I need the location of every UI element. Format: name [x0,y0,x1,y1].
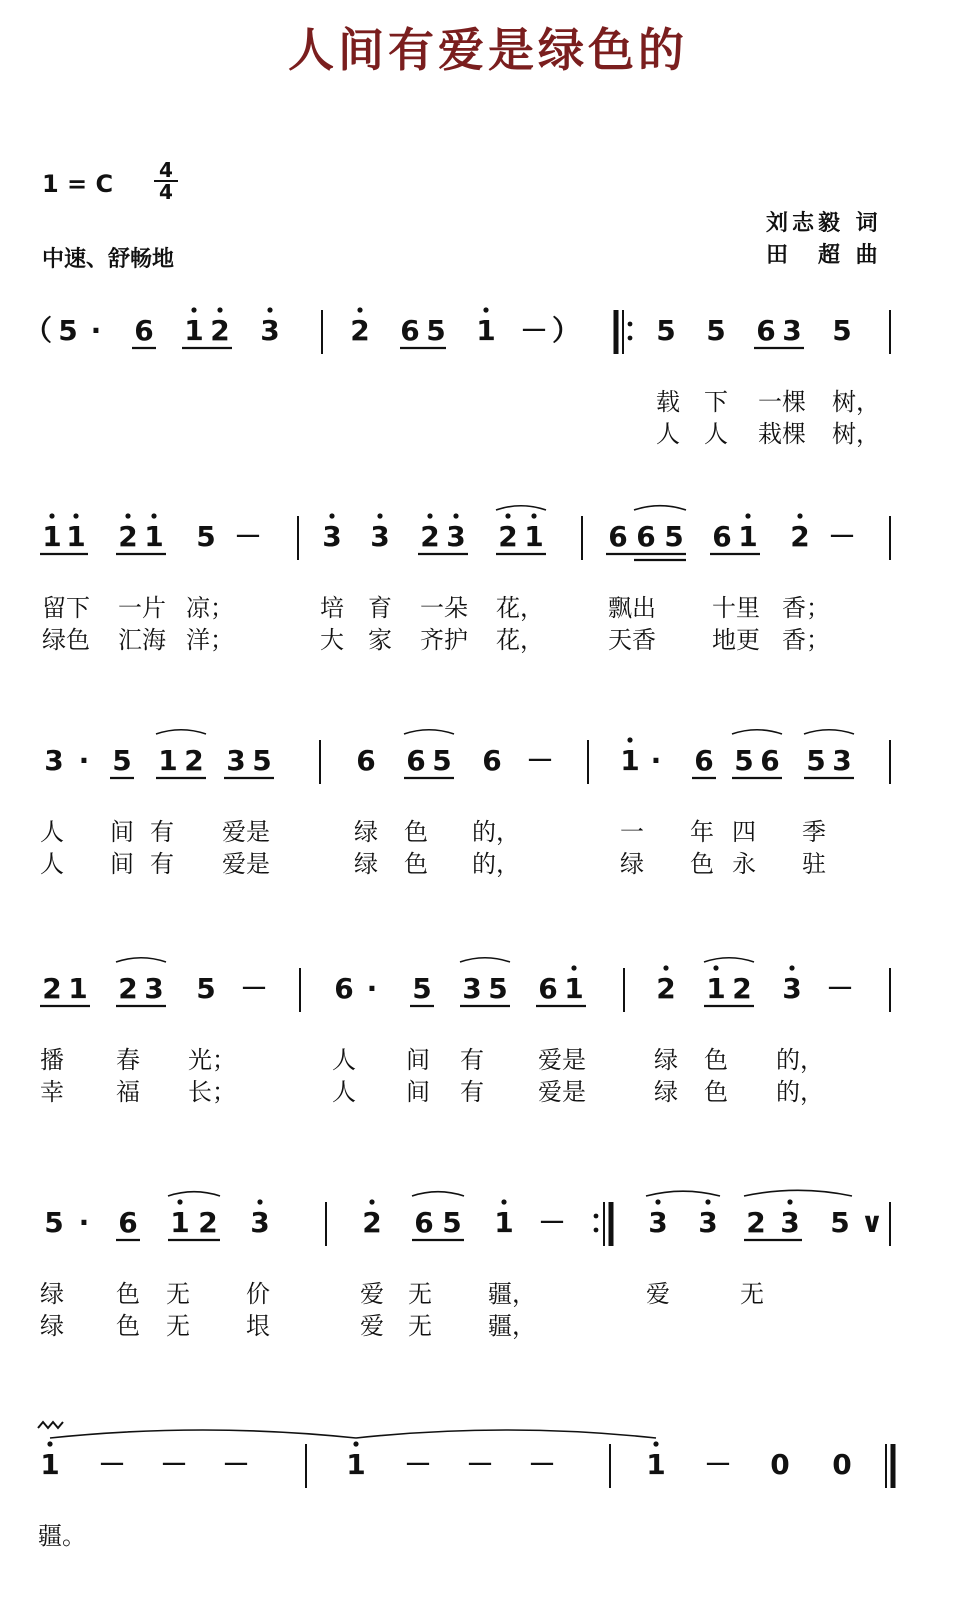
lyric-lyrics1: 培 [320,594,344,622]
note: 2 [732,972,752,1005]
lyric-lyrics1: 载 [656,388,680,416]
note: 5 [734,744,754,777]
octave-dot [177,1199,182,1204]
lyric-lyrics2: 树， [832,420,880,448]
note: 1 [158,744,178,777]
lyric-lyrics2: 驻 [802,850,826,878]
note: 6 [356,744,376,777]
repeat-dot [628,322,633,327]
note: 1 [346,1448,366,1481]
lyric-lyrics2: 永 [732,850,756,878]
lyric-lyrics2: 人 [40,850,64,878]
note: 3 [144,972,164,1005]
lyric-lyrics1: 间 [110,818,134,846]
lyric-lyrics1: 爱是 [538,1046,586,1074]
note: － [465,1448,495,1481]
lyric-lyrics2: 人 [332,1078,356,1106]
tie [460,958,510,962]
note: 1 [42,520,62,553]
octave-dot [427,513,432,518]
lyric-lyrics1: 的， [776,1046,824,1074]
note: 5 [832,314,852,347]
lyric-lyrics2: 爱是 [222,850,270,878]
note: 6 [414,1206,434,1239]
tie [404,730,454,734]
lyric-lyrics2: 人 [704,420,728,448]
note: 5 [112,744,132,777]
octave-dot [653,1441,658,1446]
lyric-lyrics1: 绿 [654,1046,678,1074]
octave-dot [357,307,362,312]
note: － [97,1448,127,1481]
note: 2 [656,972,676,1005]
note: － [825,972,855,1005]
lyric-lyrics1: 有 [460,1046,484,1074]
lyric-lyrics2: 无 [166,1312,190,1340]
note: － [159,1448,189,1481]
tie [50,1430,356,1438]
note: 2 [184,744,204,777]
composer-credit: 田 超 曲 [766,243,882,268]
lyric-lyrics1: 爱 [360,1280,384,1308]
note: 1 [68,972,88,1005]
time-signature-bottom: 4 [159,180,173,204]
lyric-lyrics1: 疆， [488,1280,536,1308]
lyric-lyrics2: 绿 [354,850,378,878]
note: － [703,1448,733,1481]
lyric-lyrics1: 季 [802,818,826,846]
note: 3 [370,520,390,553]
note: － [519,314,549,347]
lyric-lyrics1: 绿 [40,1280,64,1308]
note: 2 [42,972,62,1005]
lyric-lyrics1: 色 [116,1280,140,1308]
lyric-lyrics1: 光； [188,1046,236,1074]
lyric-lyrics1: 人 [332,1046,356,1074]
note: 6 [482,744,502,777]
lyric-lyrics1: 无 [408,1280,432,1308]
octave-dot [125,513,130,518]
note: 5 [44,1206,64,1239]
note: 2 [746,1206,766,1239]
note: － [525,744,555,777]
note: 5 [664,520,684,553]
lyric-lyrics2: 间 [110,850,134,878]
note: 5 [706,314,726,347]
octave-dot [49,513,54,518]
lyric-lyrics1: 十里 [712,594,760,622]
note: － [239,972,269,1005]
octave-dot [453,513,458,518]
note: 2 [198,1206,218,1239]
lyric-lyrics2: 幸 [40,1078,64,1106]
note: 1 [494,1206,514,1239]
lyric-lyrics2: 间 [406,1078,430,1106]
note: 3 [322,520,342,553]
note: 3 [648,1206,668,1239]
tie [116,958,166,962]
repeat-dot [594,1228,599,1233]
note: 6 [608,520,628,553]
note: 6 [406,744,426,777]
lyric-lyrics1: 留下 [42,594,90,622]
octave-dot [505,513,510,518]
note: － [403,1448,433,1481]
lyric-lyrics1: 香； [782,594,830,622]
note: 6 [760,744,780,777]
note: · [90,314,102,347]
octave-dot [257,1199,262,1204]
note: 1 [646,1448,666,1481]
lyric-lyrics2: 疆， [488,1312,536,1340]
lyric-lyrics1: 飘出 [608,594,656,622]
note: · [650,744,662,777]
lyric-lyrics2: 人 [656,420,680,448]
note: 1 [170,1206,190,1239]
lyric-lyrics2: 色 [404,850,428,878]
lyric-lyrics1: 无 [740,1280,764,1308]
lyric-lyrics2: 无 [408,1312,432,1340]
note: － [537,1206,567,1239]
note: 2 [210,314,230,347]
octave-dot [217,307,222,312]
note: 1 [524,520,544,553]
lyric-lyrics2: 大 [320,626,344,654]
note: 6 [400,314,420,347]
note: 5 [252,744,272,777]
note: 3 [446,520,466,553]
octave-dot [377,513,382,518]
lyric-lyrics2: 齐护 [420,626,468,654]
ornament-mark [38,1422,63,1428]
note: 1 [144,520,164,553]
tie [704,958,754,962]
note: 3 [780,1206,800,1239]
lyric-lyrics1: 一朵 [420,594,468,622]
lyric-lyrics1: 人 [40,818,64,846]
note: ∨ [860,1206,884,1239]
note: 1 [564,972,584,1005]
lyric-lyrics1: 爱是 [222,818,270,846]
octave-dot [151,513,156,518]
lyric-lyrics2: 地更 [712,626,760,654]
octave-dot [663,965,668,970]
lyric-lyrics2: 栽棵 [758,420,806,448]
lyric-lyrics2: 的， [776,1078,824,1106]
octave-dot [501,1199,506,1204]
octave-dot [267,307,272,312]
tie [496,506,546,510]
octave-dot [787,1199,792,1204]
octave-dot [571,965,576,970]
lyric-lyrics1: 春 [116,1046,140,1074]
lyric-lyrics2: 有 [460,1078,484,1106]
octave-dot [483,307,488,312]
note: － [527,1448,557,1481]
note: 6 [334,972,354,1005]
note: · [78,744,90,777]
lyric-lyrics2: 绿 [40,1312,64,1340]
tie [646,1191,720,1196]
note: 1 [738,520,758,553]
key-signature: 1 = C [42,170,114,198]
tie [634,506,686,510]
lyric-lyrics2: 的， [472,850,520,878]
note: · [366,972,378,1005]
note: 5 [58,314,78,347]
octave-dot [329,513,334,518]
note: 3 [250,1206,270,1239]
octave-dot [47,1441,52,1446]
note: 3 [782,314,802,347]
lyric-lyrics2: 爱 [360,1312,384,1340]
lyric-lyrics2: 绿 [654,1078,678,1106]
song-title: 人间有爱是绿色的 [288,23,688,77]
lyric-lyrics2: 爱是 [538,1078,586,1106]
note: 5 [196,520,216,553]
lyric-lyrics2: 花， [496,626,544,654]
note: 6 [712,520,732,553]
note: － [233,520,263,553]
lyric-lyrics1: 育 [368,594,392,622]
lyric-lyrics1: 的， [472,818,520,846]
note: 3 [832,744,852,777]
lyric-lyrics2: 色 [116,1312,140,1340]
octave-dot [353,1441,358,1446]
lyric-lyrics2: 长； [188,1078,236,1106]
octave-dot [191,307,196,312]
note: 2 [362,1206,382,1239]
note: 5 [196,972,216,1005]
lyric-lyrics1: 色 [704,1046,728,1074]
note: 5 [432,744,452,777]
note: 0 [832,1448,852,1481]
repeat-dot [628,336,633,341]
note: 1 [620,744,640,777]
note: 5 [806,744,826,777]
lyric-lyrics2: 绿色 [42,626,90,654]
tie [356,1430,656,1438]
lyric-lyrics2: 色 [690,850,714,878]
lyric-lyrics1: 一 [620,818,644,846]
note: － [221,1448,251,1481]
octave-dot [531,513,536,518]
octave-dot [745,513,750,518]
tie [156,730,206,734]
octave-dot [705,1199,710,1204]
note: 1 [476,314,496,347]
lyric-lyrics1: 疆。 [38,1522,86,1550]
note: － [827,520,857,553]
note: 0 [770,1448,790,1481]
repeat-dot [594,1214,599,1219]
note: 3 [698,1206,718,1239]
note: 3 [44,744,64,777]
tie [732,730,782,734]
lyric-lyrics1: 四 [732,818,756,846]
note: 2 [350,314,370,347]
note: 2 [118,972,138,1005]
lyric-lyrics1: 年 [690,818,714,846]
octave-dot [789,965,794,970]
lyric-lyrics2: 天香 [608,626,656,654]
octave-dot [713,965,718,970]
note: 5 [412,972,432,1005]
note: 6 [134,314,154,347]
tempo-marking: 中速、舒畅地 [42,247,175,272]
lyric-lyrics1: 无 [166,1280,190,1308]
note: 5 [830,1206,850,1239]
note: 2 [498,520,518,553]
lyric-lyrics1: 凉； [186,594,234,622]
octave-dot [655,1199,660,1204]
note: 3 [462,972,482,1005]
lyric-lyrics1: 绿 [354,818,378,846]
octave-dot [627,737,632,742]
lyric-lyrics1: 花， [496,594,544,622]
lyric-lyrics2: 垠 [246,1312,270,1340]
note: 5 [442,1206,462,1239]
octave-dot [73,513,78,518]
lyric-lyrics1: 有 [150,818,174,846]
time-signature-top: 4 [154,160,178,182]
note: 6 [118,1206,138,1239]
lyric-lyrics1: 爱 [646,1280,670,1308]
lyric-lyrics2: 香； [782,626,830,654]
note: 6 [636,520,656,553]
lyric-lyrics1: 树， [832,388,880,416]
lyric-lyrics1: 播 [40,1046,64,1074]
note: 1 [706,972,726,1005]
note: （ [23,314,53,347]
octave-dot [797,513,802,518]
note: 3 [782,972,802,1005]
note: ） [551,314,581,347]
note: 2 [118,520,138,553]
tie [744,1190,852,1196]
note: 1 [66,520,86,553]
lyric-lyrics2: 家 [368,626,392,654]
note: 1 [40,1448,60,1481]
lyric-lyrics1: 间 [406,1046,430,1074]
note: 3 [226,744,246,777]
lyric-lyrics2: 绿 [620,850,644,878]
note: 2 [420,520,440,553]
tie [804,730,854,734]
lyric-lyrics2: 福 [116,1078,140,1106]
note: 1 [184,314,204,347]
note: · [78,1206,90,1239]
lyricist-credit: 刘志毅 词 [766,211,882,236]
lyric-lyrics1: 一棵 [758,388,806,416]
note: 6 [538,972,558,1005]
lyric-lyrics1: 下 [704,388,728,416]
note: 5 [426,314,446,347]
lyric-lyrics1: 色 [404,818,428,846]
note: 5 [488,972,508,1005]
lyric-lyrics2: 汇海 [118,626,166,654]
note: 6 [756,314,776,347]
lyric-lyrics2: 洋； [186,626,234,654]
lyric-lyrics1: 一片 [118,594,166,622]
lyric-lyrics2: 有 [150,850,174,878]
octave-dot [369,1199,374,1204]
tie [412,1192,464,1196]
lyric-lyrics2: 色 [704,1078,728,1106]
note: 5 [656,314,676,347]
note: 2 [790,520,810,553]
note: 3 [260,314,280,347]
note: 6 [694,744,714,777]
lyric-lyrics1: 价 [246,1280,270,1308]
tie [168,1192,220,1196]
